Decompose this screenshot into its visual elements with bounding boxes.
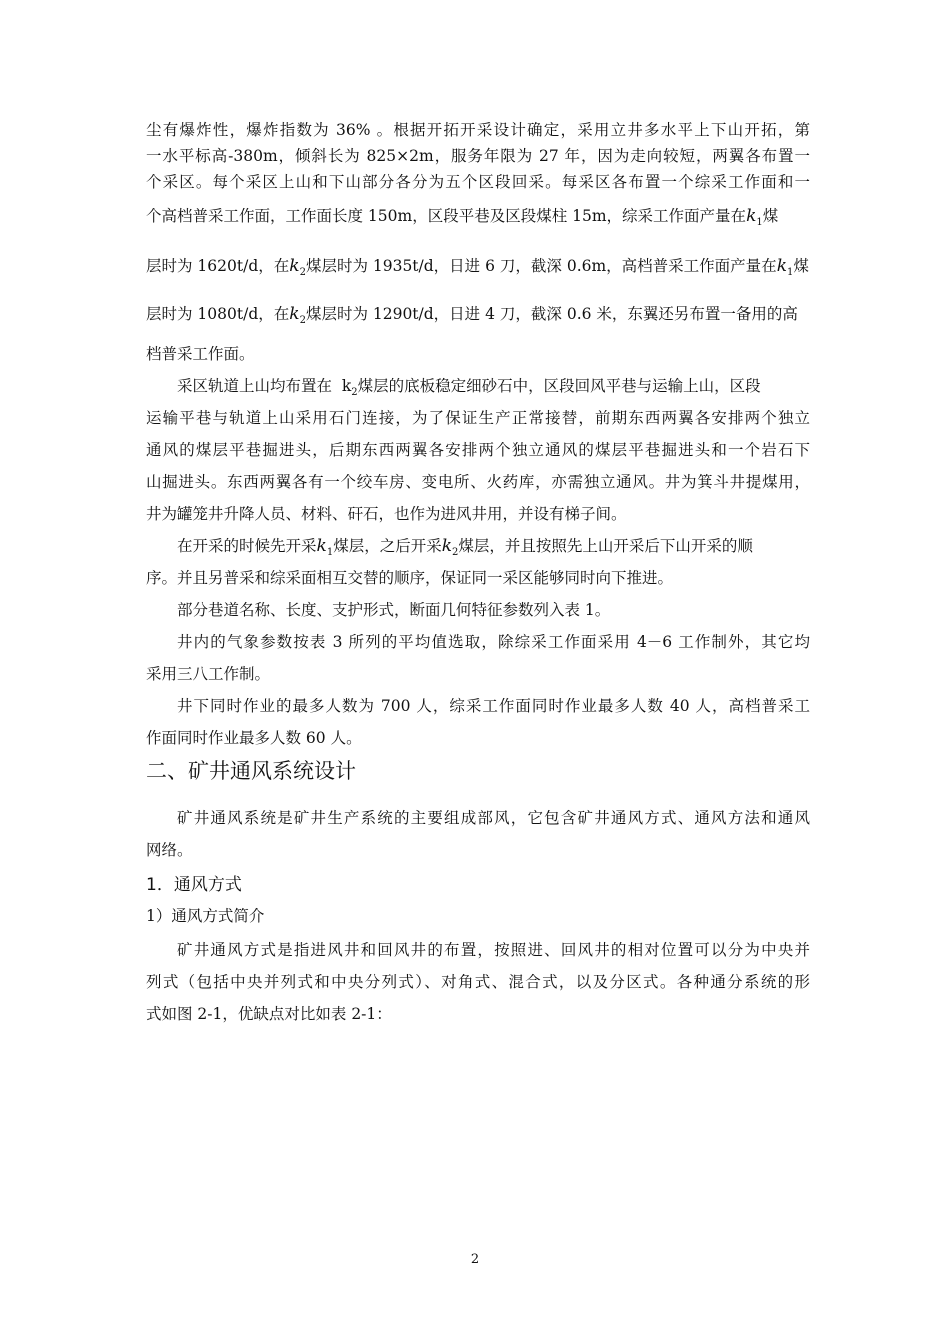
para8-line3: 式如图 2-1，优缺点对比如表 2-1： xyxy=(146,1005,392,1023)
para2-line1-text: 采区轨道上山均布置在 xyxy=(177,377,333,395)
k-symbol: k xyxy=(316,536,327,556)
k-subscript: 1 xyxy=(787,267,794,278)
para2-line1-tail: 煤层的底板稳定细砂石中，区段回风平巷与运输上山，区段 xyxy=(357,377,761,395)
subsection-heading: 1．通风方式 xyxy=(146,875,242,895)
k-symbol: k xyxy=(289,304,300,324)
k-subscript: 2 xyxy=(299,315,306,326)
para3-line1-mid: 煤层，之后开采 xyxy=(333,537,442,555)
para2-line3: 通风的煤层平巷掘进头，后期东西两翼各安排两个独立通风的煤层平巷掘进头和一个岩石下 xyxy=(146,441,810,459)
para1-line3: 个采区。每个采区上山和下山部分各分为五个区段回采。每采区各布置一个综采工作面和一 xyxy=(146,173,810,191)
k-symbol: k xyxy=(441,536,453,556)
para5-line1: 井内的气象参数按表 3 所列的平均值选取，除综采工作面采用 4－6 工作制外，其它均 xyxy=(177,633,810,651)
para6-line1: 井下同时作业的最多人数为 700 人，综采工作面同时作业最多人数 40 人，高档普采工 xyxy=(177,697,810,715)
k-subscript: 2 xyxy=(351,387,358,398)
para1-line6 xyxy=(146,304,810,331)
para2-line2: 运输平巷与轨道上山采用石门连接，为了保证生产正常接替，前期东西两翼各安排两个独立 xyxy=(146,409,810,427)
section-heading: 二、矿井通风系统设计 xyxy=(146,759,356,783)
k-symbol: k xyxy=(289,256,300,276)
page-number: 2 xyxy=(470,1252,480,1267)
para3-line2: 序。并且另普采和综采面相互交替的顺序，保证同一采区能够同时向下推进。 xyxy=(146,569,674,587)
para2-line5: 井为罐笼井升降人员、材料、矸石，也作为进风井用，并设有梯子间。 xyxy=(146,505,627,523)
para1-line1: 尘有爆炸性，爆炸指数为 36% 。根据开拓开采设计确定，采用立井多水平上下山开拓，第 xyxy=(146,121,810,139)
para3-line1-tail: 煤层，并且按照先上山开采后下山开采的顺 xyxy=(458,537,753,555)
para1-line6-tail: 煤层时为 1290t/d，日进 4 刀，截深 0.6 米，东翼还另布置一备用的高 xyxy=(305,305,798,323)
k-symbol-plain: k xyxy=(341,377,352,395)
para1-line7: 档普采工作面。 xyxy=(146,345,255,363)
para1-line5-tail: 煤 xyxy=(793,257,809,275)
para1-line4-tail: 煤 xyxy=(762,207,779,225)
k-subscript: 1 xyxy=(326,547,334,558)
para1-line5 xyxy=(146,256,810,283)
para1-line4 xyxy=(146,206,810,233)
para2-line1 xyxy=(177,376,810,403)
k-symbol: k xyxy=(776,256,787,276)
para1-line4-text: 个高档普采工作面，工作面长度 150m，区段平巷及区段煤柱 15m，综采工作面产量在 xyxy=(146,207,747,225)
k-subscript: 2 xyxy=(299,267,306,278)
para2-line4: 山掘进头。东西两翼各有一个绞车房、变电所、火药库，亦需独立通风。井为箕斗井提煤用， xyxy=(146,473,810,491)
para3-line1-text: 在开采的时候先开采 xyxy=(177,537,317,555)
para7-line1: 矿井通风系统是矿井生产系统的主要组成部风，它包含矿井通风方式、通风方法和通风 xyxy=(177,809,810,827)
k-subscript: 1 xyxy=(756,217,763,228)
para1-line5-mid: 煤层时为 1935t/d，日进 6 刀，截深 0.6m，高档普采工作面产量在 xyxy=(305,257,777,275)
para8-line2: 列式（包括中央并列式和中央分列式）、对角式、混合式，以及分区式。各种通分系统的形 xyxy=(146,973,810,991)
para3-line1 xyxy=(177,536,810,563)
para1-line2: 一水平标高-380m，倾斜长为 825×2m，服务年限为 27 年，因为走向较短，两翼各布置一 xyxy=(146,147,810,165)
k-symbol: k xyxy=(746,206,757,226)
para8-line1: 矿井通风方式是指进风井和回风井的布置，按照进、回风井的相对位置可以分为中央并 xyxy=(177,941,810,959)
para1-line5-text: 层时为 1620t/d，在 xyxy=(146,257,290,275)
para5-line2: 采用三八工作制。 xyxy=(146,665,271,683)
para4: 部分巷道名称、长度、支护形式，断面几何特征参数列入表 1。 xyxy=(177,601,611,619)
para7-line2: 网络。 xyxy=(146,841,193,859)
para1-line6-text: 层时为 1080t/d，在 xyxy=(146,305,290,323)
para6-line2: 作面同时作业最多人数 60 人。 xyxy=(146,729,362,747)
k-subscript: 2 xyxy=(452,547,459,558)
subsubsection-heading: 1）通风方式简介 xyxy=(146,907,265,925)
